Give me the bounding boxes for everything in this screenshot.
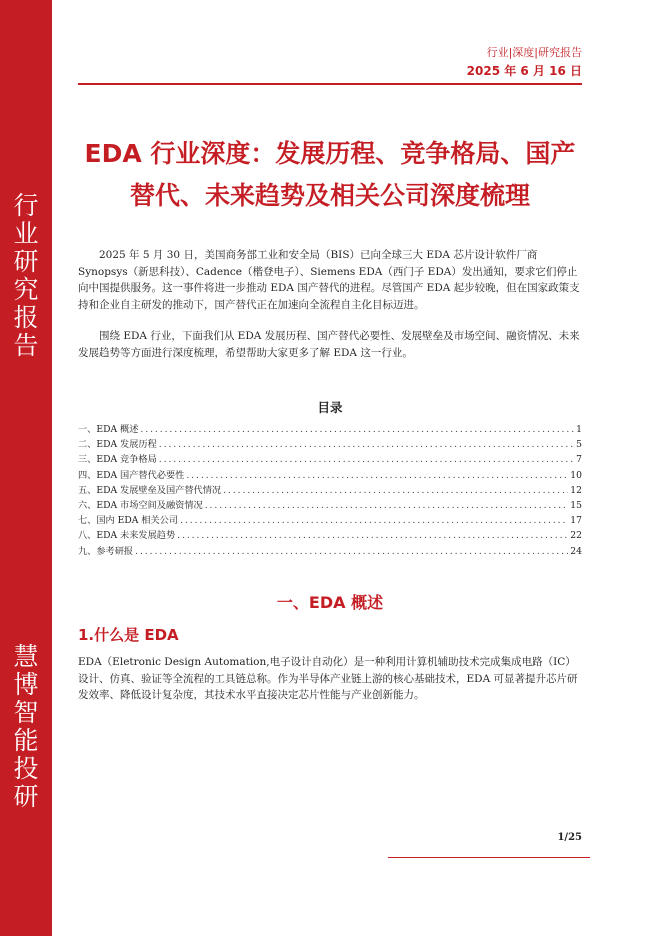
toc-item-page: 17 [570, 515, 582, 527]
sidebar-band [0, 455, 52, 475]
toc-leader-dots [135, 544, 568, 559]
toc-item-label: 六、EDA 市场空间及融资情况 [78, 500, 203, 512]
header-divider [78, 83, 582, 85]
sidebar-bottom-text: 慧博智能投研 [13, 642, 39, 811]
toc-leader-dots [159, 452, 574, 467]
toc-item[interactable] [78, 544, 582, 559]
toc-item-page: 12 [570, 484, 582, 496]
section-body: EDA（Eletronic Design Automation,电子设计自动化）是一种利用计算机辅助技术完成集成电路（IC）设计、仿真、验证等全流程的工具链总称。作为半导体产业链上游的核心基础技术，EDA 可显著提升芯片研发效率、降低设计复杂度，其技术水平直接决定芯片性能与产业创新能力。 [78, 656, 578, 701]
table-of-contents [78, 422, 582, 559]
toc-heading: 目录 [317, 400, 343, 415]
sidebar-top-text: 行业研究报告 [13, 191, 39, 360]
toc-item-page: 24 [570, 545, 582, 557]
toc-item-page: 22 [570, 530, 582, 542]
toc-item-label: 二、EDA 发展历程 [78, 439, 157, 451]
toc-leader-dots [180, 513, 568, 528]
toc-item-label: 四、EDA 国产替代必要性 [78, 469, 185, 481]
toc-leader-dots [177, 528, 568, 543]
toc-item-label: 一、EDA 概述 [78, 424, 139, 435]
toc-item[interactable] [78, 483, 582, 498]
page-title: EDA 行业深度：发展历程、竞争格局、国产替代、未来趋势及相关公司深度梳理 [84, 139, 576, 210]
page-number: 1/25 [557, 832, 582, 843]
toc-item-label: 七、国内 EDA 相关公司 [78, 515, 179, 527]
toc-item-page: 1 [576, 424, 582, 435]
sidebar [0, 0, 52, 936]
toc-leader-dots [186, 468, 568, 483]
section-title: 一、EDA 概述 [276, 593, 384, 612]
toc-item[interactable] [78, 422, 582, 437]
report-tag: 行业|深度|研究报告 [486, 46, 582, 59]
toc-item[interactable] [78, 528, 582, 543]
toc-item-page: 15 [570, 500, 582, 512]
header [467, 46, 582, 80]
report-date: 2025 年 6 月 16 日 [466, 64, 582, 78]
toc-item-label: 九、参考研报 [78, 545, 134, 557]
toc-item-page: 10 [570, 469, 582, 481]
toc-leader-dots [159, 437, 574, 452]
intro-paragraph-1: 2025 年 5 月 30 日，美国商务部工业和安全局（BIS）已向全球三大 EDA 芯片设计软件厂商 Synopsys（新思科技）、Cadence（楷登电子）、Siemens EDA（西门子 EDA）发出通知，要求它们停止向中国提供服务。这一事件将进一步推动 EDA 国产替代的进程。尽管国产 EDA 起步较晚，但在国家政策支持和企业自主研发的推动下，国产替代正在加速向全流程自主化目标迈进。 [78, 249, 580, 311]
toc-item[interactable] [78, 498, 582, 513]
toc-item-label: 八、EDA 未来发展趋势 [78, 530, 176, 542]
footer-divider [388, 857, 590, 858]
toc-item[interactable] [78, 468, 582, 483]
toc-item-label: 五、EDA 发展壁垒及国产替代情况 [78, 484, 222, 496]
toc-item-page: 5 [576, 439, 582, 451]
toc-leader-dots [223, 483, 568, 498]
toc-item[interactable] [78, 437, 582, 452]
toc-item[interactable] [78, 513, 582, 528]
subsection-title: 1.什么是 EDA [78, 626, 179, 644]
toc-item-label: 三、EDA 竞争格局 [78, 454, 157, 466]
toc-item-page: 7 [576, 454, 582, 466]
toc-leader-dots [140, 422, 574, 437]
toc-item[interactable] [78, 452, 582, 467]
intro-paragraph-2: 围绕 EDA 行业，下面我们从 EDA 发展历程、国产替代必要性、发展壁垒及市场空间、融资情况、未来发展趋势等方面进行深度梳理，希望帮助大家更多了解 EDA 这一行业。 [78, 330, 580, 359]
toc-leader-dots [205, 498, 569, 513]
